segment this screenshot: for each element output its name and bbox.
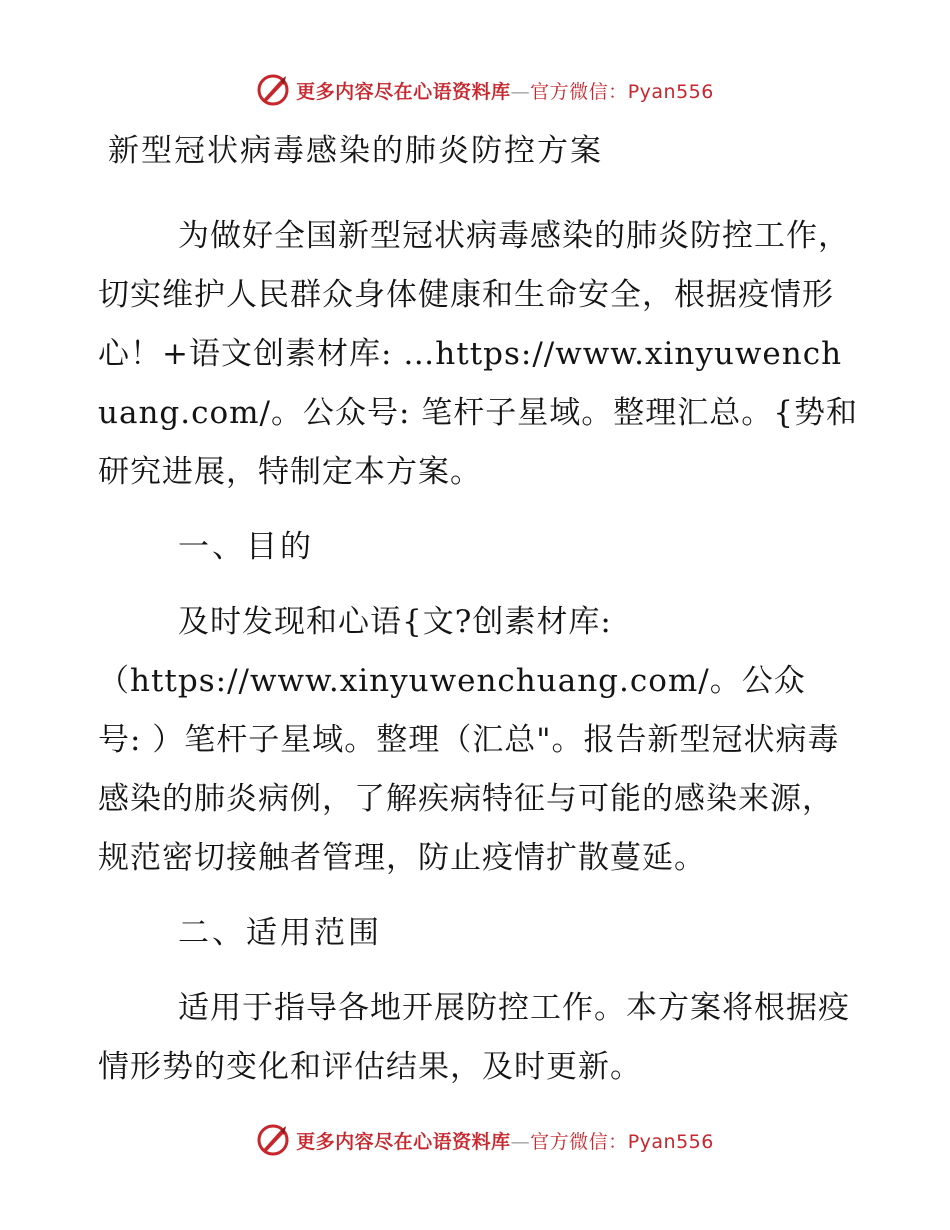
section-1-heading: 一、目的: [178, 529, 314, 565]
quill-logo-icon: [256, 73, 290, 107]
section-1-body: 号: ）笔杆子星域。整理（汇总"。报告新型冠状病毒感染的肺炎病例，了解疾病特征与可能的感染来源，规范密切接触者管理，防止疫情扩散蔓延。: [98, 722, 840, 876]
document-title: 新型冠状病毒感染的肺炎防控方案: [108, 133, 603, 169]
section-2-body: 适用于指导各地开展防控工作。本方案将根据疫情形势的变化和评估结果，及时更新。: [98, 990, 850, 1085]
document-body: [98, 122, 858, 1097]
footer-banner: [0, 1120, 950, 1160]
section-1-line-2: （https://www.xinyuwenchuang.com/。公众: [98, 663, 806, 699]
intro-paragraph: 为做好全国新型冠状病毒感染的肺炎防控工作，切实维护人民群众身体健康和生命安全，根据疫情形心！+语文创素材库: …https://www.xinyuwenchuang.com/。公众号: 笔杆子星域。整理汇总。{势和研究进展，特制定本方案。: [98, 218, 858, 490]
banner-text: 更多内容尽在心语资料库—官方微信：Pyan556: [296, 80, 714, 103]
header-banner: [0, 70, 950, 110]
banner-text: 更多内容尽在心语资料库—官方微信：Pyan556: [296, 1130, 714, 1153]
quill-logo-icon: [256, 1123, 290, 1157]
section-2-heading: 二、适用范围: [178, 915, 382, 951]
section-1-line-1: 及时发现和心语{文?创素材库:: [178, 604, 612, 640]
